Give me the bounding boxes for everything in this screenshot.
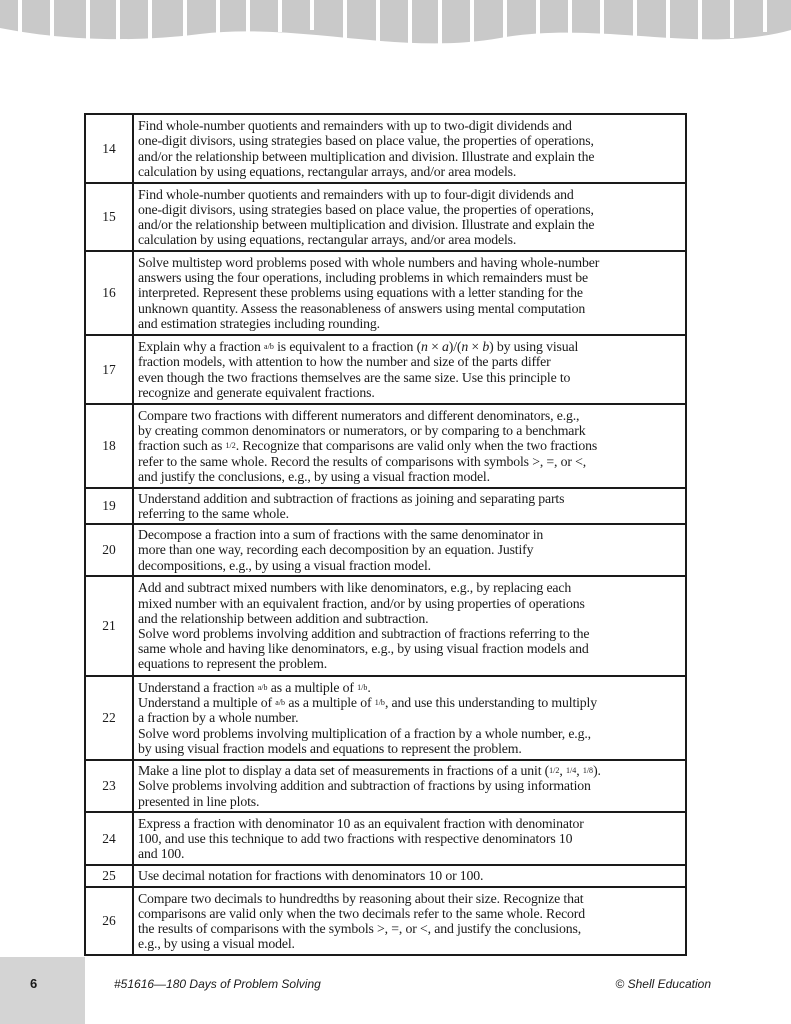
standard-description: Use decimal notation for fractions with denominators 10 or 100. bbox=[133, 865, 686, 887]
standard-description: Compare two fractions with different numerators and different denominators, e.g., by creating common denominators or numerators, or by comparing to a benchmark fraction such as 1/2. Recognize that comparisons are valid only when the two fractions refer to the same whole. Record the results of comparisons with symbols >, =, or <, and justify the conclusions, e.g., by using a visual fraction model. bbox=[133, 404, 686, 488]
standard-description: Find whole-number quotients and remainders with up to four-digit dividends and one-digit divisors, using strategies based on place value, the properties of operations, and/or the relationship between multiplication and division. Illustrate and explain the calculation by using equations, rectangular arrays, and/or area models. bbox=[133, 183, 686, 251]
standard-number: 21 bbox=[85, 576, 133, 676]
table-row bbox=[85, 865, 686, 887]
table-row bbox=[85, 887, 686, 955]
table-row bbox=[85, 488, 686, 524]
standard-number: 22 bbox=[85, 676, 133, 760]
standard-number: 23 bbox=[85, 760, 133, 812]
standard-number: 17 bbox=[85, 335, 133, 404]
standard-number: 16 bbox=[85, 251, 133, 335]
standard-description: Add and subtract mixed numbers with like denominators, e.g., by replacing each mixed number with an equivalent fraction, and/or by using properties of operations and the relationship between addition and subtraction. Solve word problems involving addition and subtraction of fractions referring to the same whole and having like denominators, e.g., by using visual fraction models and equations to represent the problem. bbox=[133, 576, 686, 676]
standard-description: Explain why a fraction a/b is equivalent to a fraction (n × a)/(n × b) by using visual fraction models, with attention to how the number and size of the parts differ even though the two fractions themselves are the same size. Use this principle to recognize and generate equivalent fractions. bbox=[133, 335, 686, 404]
table-row bbox=[85, 251, 686, 335]
standard-number: 14 bbox=[85, 114, 133, 183]
footer-page-tab bbox=[0, 957, 85, 1024]
standard-description: Solve multistep word problems posed with whole numbers and having whole-number answers using the four operations, including problems in which remainders must be interpreted. Represent these problems using equations with a letter standing for the unknown quantity. Assess the reasonableness of answers using mental computation and estimation strategies including rounding. bbox=[133, 251, 686, 335]
page-number: 6 bbox=[30, 976, 38, 991]
standard-number: 25 bbox=[85, 865, 133, 887]
standards-table bbox=[84, 113, 687, 956]
standard-number: 15 bbox=[85, 183, 133, 251]
standard-description: Understand a fraction a/b as a multiple of 1/b. Understand a multiple of a/b as a multiple of 1/b, and use this understanding to multiply a fraction by a whole number. Solve word problems involving multiplication of a fraction by a whole number, e.g., by using visual fraction models and equations to represent the problem. bbox=[133, 676, 686, 760]
standard-description: Express a fraction with denominator 10 as an equivalent fraction with denominator 100, and use this technique to add two fractions with respective denominators 10 and 100. bbox=[133, 812, 686, 865]
table-row bbox=[85, 183, 686, 251]
table-row bbox=[85, 404, 686, 488]
table-row bbox=[85, 576, 686, 676]
table-row bbox=[85, 760, 686, 812]
footer-publisher: © Shell Education bbox=[615, 977, 711, 991]
standard-description: Find whole-number quotients and remainders with up to two-digit dividends and one-digit divisors, using strategies based on place value, the properties of operations, and/or the relationship between multiplication and division. Illustrate and explain the calculation by using equations, rectangular arrays, and/or area models. bbox=[133, 114, 686, 183]
standard-number: 19 bbox=[85, 488, 133, 524]
table-row bbox=[85, 676, 686, 760]
table-row bbox=[85, 114, 686, 183]
table-row bbox=[85, 812, 686, 865]
header-decorative-band bbox=[0, 0, 791, 62]
standard-number: 18 bbox=[85, 404, 133, 488]
standard-description: Decompose a fraction into a sum of fractions with the same denominator in more than one way, recording each decomposition by an equation. Justify decompositions, e.g., by using a visual fraction model. bbox=[133, 524, 686, 576]
table-row bbox=[85, 335, 686, 404]
standard-number: 26 bbox=[85, 887, 133, 955]
standard-number: 24 bbox=[85, 812, 133, 865]
table-row bbox=[85, 524, 686, 576]
footer-book-title: #51616—180 Days of Problem Solving bbox=[114, 977, 321, 991]
standard-description: Compare two decimals to hundredths by reasoning about their size. Recognize that comparisons are valid only when the two decimals refer to the same whole. Record the results of comparisons with the symbols >, =, or <, and justify the conclusions, e.g., by using a visual model. bbox=[133, 887, 686, 955]
standard-number: 20 bbox=[85, 524, 133, 576]
standard-description: Understand addition and subtraction of fractions as joining and separating parts referring to the same whole. bbox=[133, 488, 686, 524]
standard-description: Make a line plot to display a data set of measurements in fractions of a unit (1/2, 1/4, 1/8). Solve problems involving addition and subtraction of fractions by using information presented in line plots. bbox=[133, 760, 686, 812]
